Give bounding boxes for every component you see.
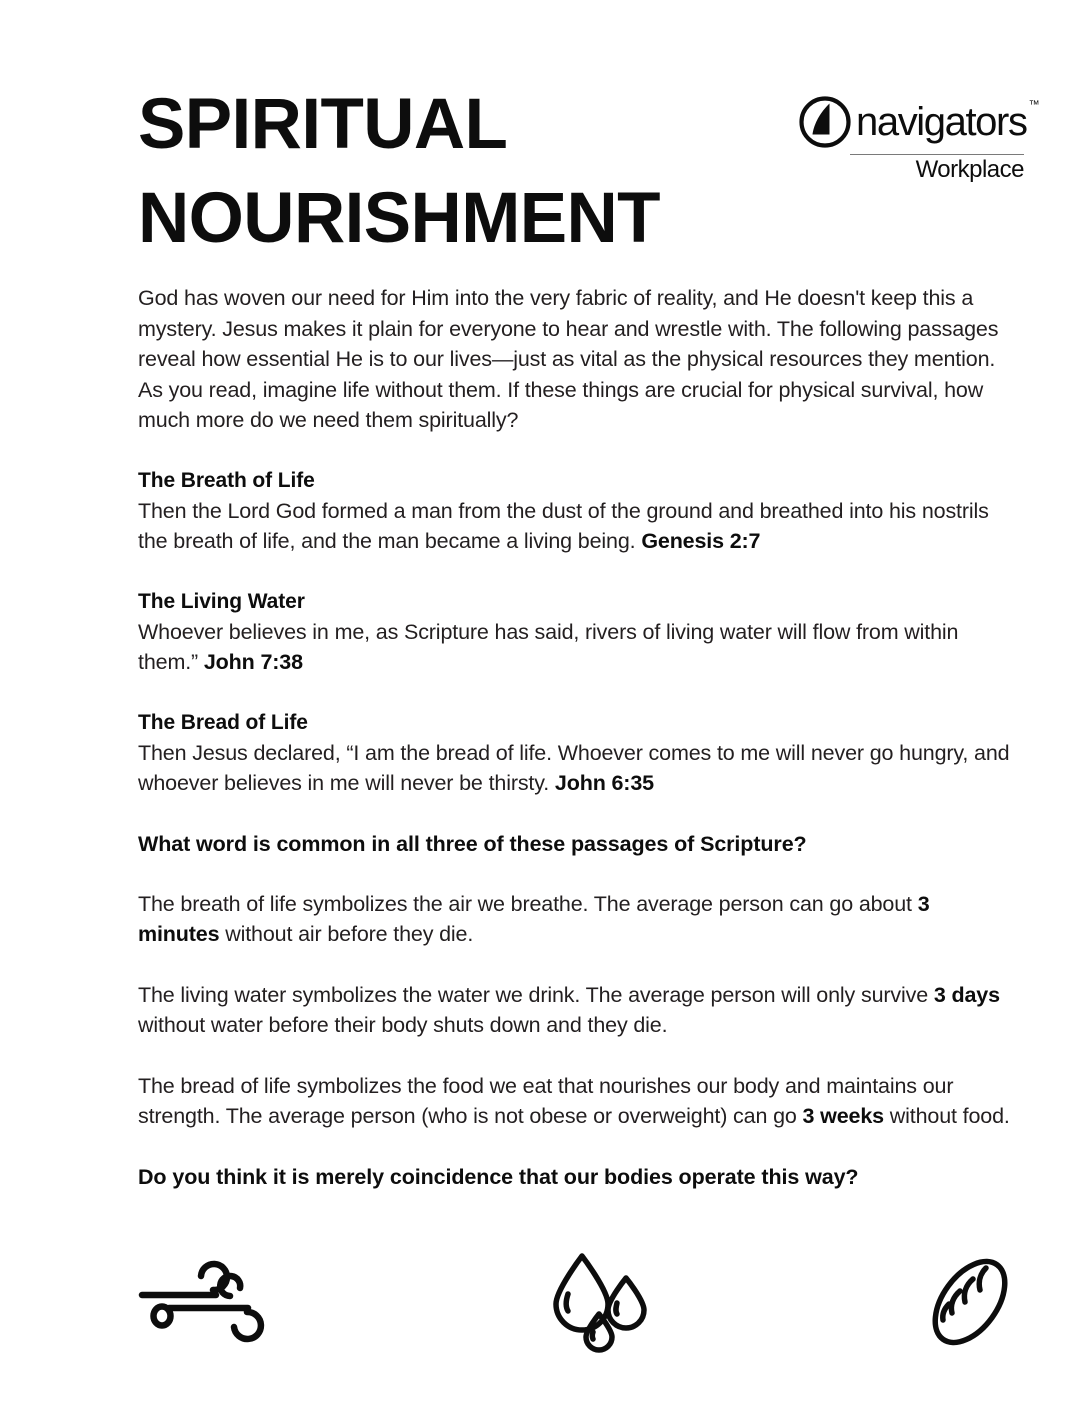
water-drops-icon [552, 1252, 648, 1352]
explanation-tail: without water before their body shuts down and they die. [138, 1013, 668, 1037]
duration-highlight: 3 days [933, 982, 1000, 1007]
question-common-word [138, 829, 1010, 859]
section-body [138, 617, 1010, 678]
intro-paragraph: God has woven our need for Him into the very fabric of reality, and He doesn't keep this a mystery. Jesus makes it plain for everyone to hear and wrestle with. The following passages reveal how essential He is to our lives—just as vital as the physical resources they mention. As you read, imagine life without them. If these things are crucial for physical survival, how much more do we need them spiritually? [138, 286, 999, 432]
explanation-lead: The breath of life symbolizes the air we breathe. The average person can go about [138, 891, 918, 916]
question-coincidence [138, 1162, 1010, 1192]
explanation-lead: The living water symbolizes the water we drink. The average person will only survive [138, 982, 934, 1007]
section-body-text: Then Jesus declared, “I am the bread of life. Whoever comes to me will never go hungry, and whoever believes in me will never be thirsty. [138, 740, 1010, 795]
page-title [138, 78, 778, 265]
document-body [138, 283, 1010, 1192]
document-header [138, 78, 1040, 258]
duration-highlight: 3 minutes [138, 891, 930, 946]
bread-loaf-icon [924, 1252, 1016, 1352]
logo-primary-row [798, 94, 1040, 150]
navigators-workplace-logo [798, 94, 1040, 186]
explanation-text [138, 1071, 1010, 1132]
logo-wordmark [856, 99, 1040, 144]
section-body-text: Then the Lord God formed a man from the dust of the ground and breathed into his nostrils the breath of life, and the man became a living being. [138, 498, 989, 553]
explanation-tail: without food. [883, 1104, 1010, 1128]
section-heading: The Breath of Life [138, 468, 315, 492]
explanation-water [138, 980, 1010, 1041]
logo-subbrand: Workplace [915, 156, 1024, 183]
section-heading: The Living Water [138, 589, 305, 613]
scripture-reference: John 7:38 [203, 650, 303, 674]
explanation-text [138, 980, 1010, 1041]
page-title-line-1: SPIRITUAL [138, 85, 508, 164]
navigators-sail-mark-icon [798, 95, 852, 149]
section-breath-of-life [138, 466, 1010, 557]
section-body-text: Whoever believes in me, as Scripture has said, rivers of living water will flow from within them.” [138, 619, 959, 674]
scripture-reference: Genesis 2:7 [641, 529, 761, 553]
explanation-air [138, 889, 1010, 950]
section-body [138, 738, 1010, 799]
section-body [138, 496, 1010, 557]
scripture-reference: John 6:35 [554, 771, 654, 795]
trademark-symbol: ™ [1028, 99, 1040, 111]
explanation-lead: The bread of life symbolizes the food we eat that nourishes our body and maintains our strength. The average person (who is not obese or overweight) can go [138, 1073, 954, 1128]
section-heading: The Bread of Life [138, 710, 308, 734]
explanation-tail: without air before they die. [219, 922, 474, 946]
duration-highlight: 3 weeks [802, 1104, 884, 1128]
question-text: What word is common in all three of these passages of Scripture? [138, 831, 807, 856]
explanation-text [138, 889, 1010, 950]
section-bread-of-life [138, 708, 1010, 799]
question-text: Do you think it is merely coincidence that our bodies operate this way? [138, 1164, 859, 1189]
logo-divider [850, 154, 1024, 155]
page-title-line-2: NOURISHMENT [138, 178, 660, 258]
section-living-water [138, 587, 1010, 678]
symbol-icon-row [138, 1252, 1026, 1352]
explanation-food [138, 1071, 1010, 1132]
wind-icon [138, 1252, 268, 1348]
logo-wordmark-text: navigators [856, 100, 1027, 144]
